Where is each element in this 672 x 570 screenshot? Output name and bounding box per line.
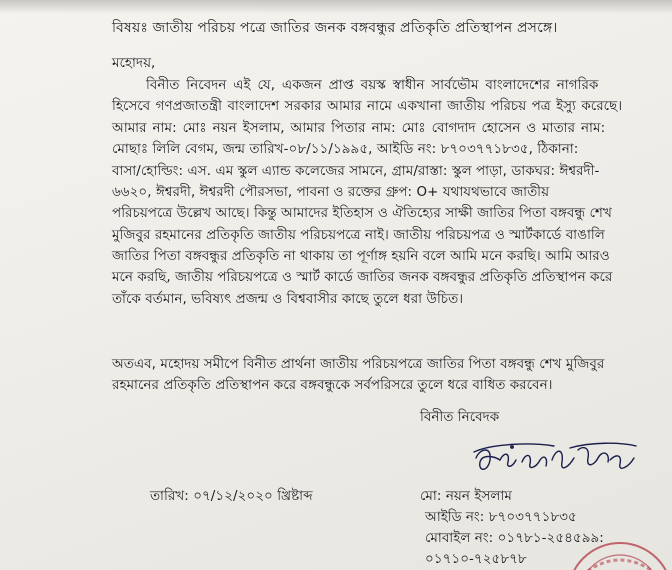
body-line: মনে করছি, জাতীয় পরিচয়পত্রে ও স্মার্ট কার্ডে জাতির জনক বঙ্গবন্ধুর প্রতিকৃতি প্রতিস্থাপন করে (112, 270, 613, 285)
page-shadow (0, 0, 672, 14)
sender-name: মো: নয়ন ইসলাম (420, 489, 512, 504)
seal-stamp (560, 535, 672, 570)
body-line: মোছাঃ লিলি বেগম, জন্ম তারিখ-০৮/১১/১৯৯৫, আইডি নং: ৮৭০৩৭৭১৮৩৫, ঠিকানা: (112, 142, 579, 157)
date-line: তারিখ: ০৭/১২/২০২০ খ্রিষ্টাব্দ (150, 489, 313, 504)
body-line: মুজিবুর রহমানের প্রতিকৃতি জাতীয় পরিচয়পত্রে নাই। জাতীয় পরিচয়পত্র ও স্মার্টকার্ডে বাঙালি (112, 228, 605, 243)
salutation: মহোদয়, (112, 56, 156, 71)
body-line: তাঁকে বর্তমান, ভবিষ্যৎ প্রজন্ম ও বিশ্ববাসীর কাছে তুলে ধরা উচিত। (112, 292, 464, 307)
sender-mobile-alt: ০১৭১০-৭২৫৮৭৮ (425, 552, 527, 567)
sender-id: আইডি নং: ৮৭০৩৭৭১৮৩৫ (425, 510, 577, 525)
body-line: বিনীত নিবেদন এই যে, একজন প্রাপ্ত বয়স্ক স্বাধীন সার্বভৌম বাংলাদেশের নাগরিক (146, 78, 599, 93)
closing-text: বিনীত নিবেদক (420, 410, 500, 425)
body-line: ৬৬২০, ঈশ্বরদী, ঈশ্বরদী পৌরসভা, পাবনা ও রক্তের গ্রুপ: O+ যথাযথভাবে জাতীয় (112, 185, 550, 200)
sender-mobile: মোবাইল নং: ০১৭৮১-২৫৪৫৯৯: (425, 531, 604, 546)
request-line: অতএব, মহোদয় সমীপে বিনীত প্রার্থনা জাতীয় পরিচয়পত্রে জাতির পিতা বঙ্গবন্ধু শেখ মুজিবুর (112, 357, 605, 372)
body-line: হিসেবে গণপ্রজাতন্ত্রী বাংলাদেশ সরকার আমার নামে একখানা জাতীয় পরিচয় পত্র ইস্যু করেছে। (112, 99, 623, 114)
subject-line: বিষয়ঃ জাতীয় পরিচয় পত্রে জাতির জনক বঙ্গবন্ধুর প্রতিকৃতি প্রতিস্থাপন প্রসঙ্গে। (112, 20, 558, 36)
request-line: রহমানের প্রতিকৃতি প্রতিস্থাপন করে বঙ্গবন্ধুকে সর্বপরিসরে তুলে ধরে বাধিত করবেন। (112, 378, 553, 393)
body-line: বাসা/হোল্ডিং: এস. এম স্কুল এ্যান্ড কলেজের সামনে, গ্রাম/রাস্তা: স্কুল পাড়া, ডাকঘর: ঈশ্বরদী- (112, 164, 600, 179)
body-line: পরিচয়পত্রে উল্লেখ আছে। কিন্তু আমাদের ইতিহাস ও ঐতিহ্যের সাক্ষী জাতির পিতা বঙ্গবন্ধু শেখ (112, 206, 612, 221)
body-line: জাতির পিতা বঙ্গবন্ধুর প্রতিকৃতি না থাকায় তা পূর্ণাঙ্গ হয়নি বলে আমি মনে করছি। আমি আরও (112, 249, 610, 264)
handwritten-signature (470, 438, 640, 482)
body-line: আমার নাম: মোঃ নয়ন ইসলাম, আমার পিতার নাম: মোঃ বোগদাদ হোসেন ও মাতার নাম: (112, 121, 606, 136)
